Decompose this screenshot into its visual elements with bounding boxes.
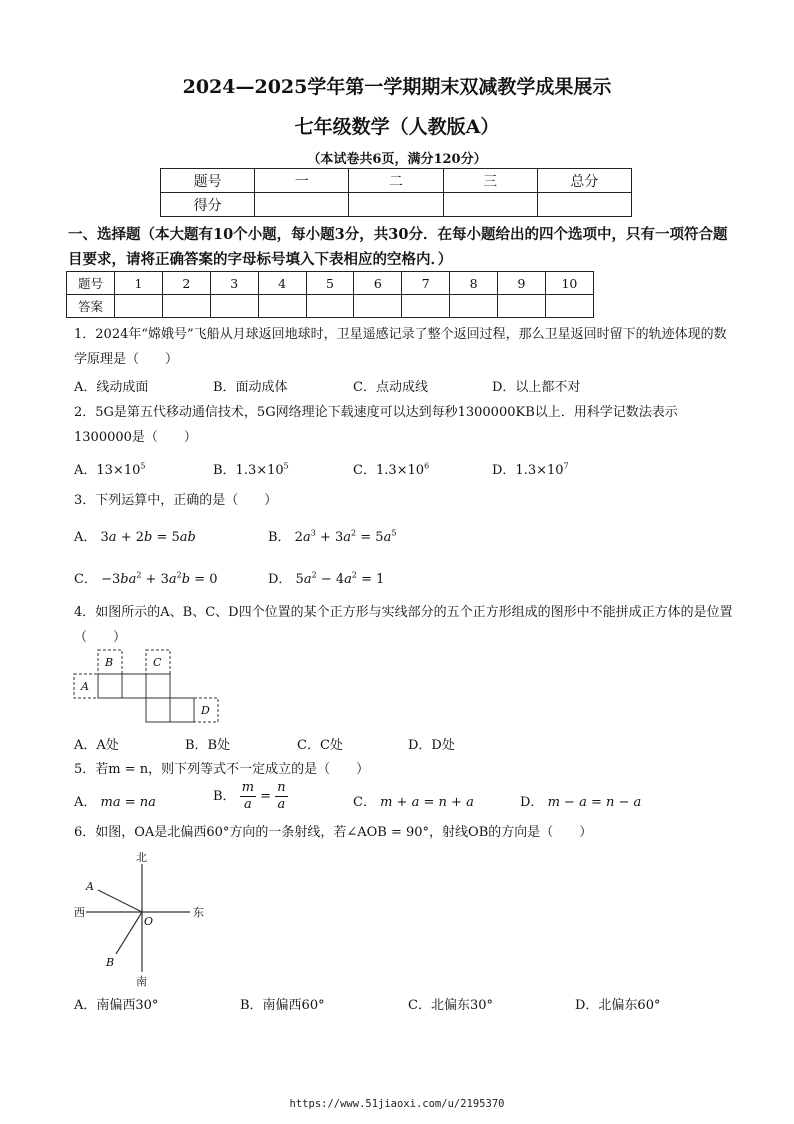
label-o: O bbox=[144, 915, 154, 928]
q6-option-c: C．北偏东30° bbox=[408, 998, 493, 1013]
score-header: 一 bbox=[255, 169, 349, 193]
q3-option-d: D． $5a^2 - 4a^2 = 1$ bbox=[268, 570, 385, 587]
answer-number: 2 bbox=[162, 272, 210, 295]
answer-cell[interactable] bbox=[162, 295, 210, 318]
q3-option-a: A． 3a + 2b = 5ab bbox=[74, 530, 196, 545]
score-header: 二 bbox=[349, 169, 443, 193]
answer-cell[interactable] bbox=[450, 295, 498, 318]
net-square bbox=[122, 674, 146, 698]
ray-ob bbox=[116, 912, 142, 954]
answer-cell[interactable] bbox=[210, 295, 258, 318]
answer-cell[interactable] bbox=[354, 295, 402, 318]
q2-option-b: B．$1.3\times 10^5$ bbox=[213, 461, 289, 478]
answer-table bbox=[66, 271, 594, 318]
score-header: 题号 bbox=[161, 169, 255, 193]
net-square bbox=[146, 698, 170, 722]
answer-cell[interactable] bbox=[115, 295, 163, 318]
answer-number: 6 bbox=[354, 272, 402, 295]
score-cell[interactable] bbox=[443, 193, 537, 217]
net-square bbox=[170, 698, 194, 722]
section-heading: 一、选择题（本大题有10个小题，每小题3分，共30分．在每小题给出的四个选项中，只有一项符合题目要求，请将正确答案的字母标号填入下表相应的空格内．） bbox=[68, 226, 728, 268]
q2-option-c: C．$1.3\times 10^6$ bbox=[353, 461, 430, 478]
score-header: 总分 bbox=[537, 169, 631, 193]
label-east: 东 bbox=[193, 906, 204, 919]
q4-option-a: A．A处 bbox=[74, 738, 119, 753]
score-cell[interactable] bbox=[255, 193, 349, 217]
answer-number: 7 bbox=[402, 272, 450, 295]
q6-option-d: D．北偏东60° bbox=[575, 998, 661, 1013]
answer-number: 10 bbox=[545, 272, 593, 295]
question-6-stem: 6．如图，OA是北偏西60°方向的一条射线，若∠AOB = 90°，射线OB的方向是（ ） bbox=[74, 825, 593, 840]
q1-option-d: D．以上都不对 bbox=[492, 380, 581, 395]
question-3-stem: 3．下列运算中，正确的是（ ） bbox=[74, 493, 278, 508]
net-square bbox=[98, 674, 122, 698]
net-label-b: B bbox=[105, 656, 114, 669]
net-square bbox=[146, 674, 170, 698]
q2-option-a: A．$13\times 10^5$ bbox=[74, 461, 146, 478]
net-label-c: C bbox=[153, 656, 162, 669]
q3-option-b: B． $2a^3 + 3a^2 = 5a^5$ bbox=[268, 528, 397, 545]
q1-option-b: B．面动成体 bbox=[213, 380, 288, 395]
label-west: 西 bbox=[74, 906, 85, 919]
q1-option-c: C．点动成线 bbox=[353, 380, 428, 395]
answer-table-label: 题号 bbox=[67, 272, 115, 295]
score-row-label: 得分 bbox=[161, 193, 255, 217]
q3-option-c: C． $-3ba^2 + 3a^2b = 0$ bbox=[74, 570, 218, 587]
score-header: 三 bbox=[443, 169, 537, 193]
compass-figure bbox=[72, 850, 212, 990]
q5-option-a: A． ma = na bbox=[74, 795, 156, 810]
answer-cell[interactable] bbox=[545, 295, 593, 318]
q5-option-d: D． m − a = n − a bbox=[520, 795, 642, 810]
answer-number: 5 bbox=[306, 272, 354, 295]
q4-option-c: C．C处 bbox=[297, 738, 343, 753]
q1-option-a: A．线动成面 bbox=[74, 380, 149, 395]
answer-number: 9 bbox=[498, 272, 546, 295]
question-4-stem: 4．如图所示的A、B、C、D四个位置的某个正方形与实线部分的五个正方形组成的图形中不能拼成正方体的是位置（ ） bbox=[74, 605, 733, 645]
question-5-stem: 5．若m = n，则下列等式不一定成立的是（ ） bbox=[74, 762, 370, 777]
q2-option-d: D．$1.3\times 10^7$ bbox=[492, 461, 569, 478]
question-1-stem: 1．2024年“嫦娥号”飞船从月球返回地球时，卫星遥感记录了整个返回过程，那么卫星返回时留下的轨迹体现的数学原理是（ ） bbox=[74, 327, 727, 367]
cube-net-figure bbox=[72, 646, 224, 726]
answer-number: 8 bbox=[450, 272, 498, 295]
label-south: 南 bbox=[136, 975, 147, 988]
q6-option-a: A．南偏西30° bbox=[74, 998, 159, 1013]
question-2-stem: 2．5G是第五代移动通信技术，5G网络理论下载速度可以达到每秒1300000KB以上．用科学记数法表示1300000是（ ） bbox=[74, 405, 678, 445]
label-north: 北 bbox=[136, 851, 147, 864]
ray-oa bbox=[98, 890, 142, 912]
score-cell[interactable] bbox=[537, 193, 631, 217]
answer-number: 1 bbox=[115, 272, 163, 295]
net-label-a: A bbox=[81, 680, 89, 693]
answer-cell[interactable] bbox=[402, 295, 450, 318]
answer-number: 4 bbox=[258, 272, 306, 295]
label-b: B bbox=[106, 956, 115, 969]
answer-cell[interactable] bbox=[258, 295, 306, 318]
q4-option-d: D．D处 bbox=[408, 738, 455, 753]
q6-option-b: B．南偏西60° bbox=[240, 998, 325, 1013]
score-table bbox=[160, 168, 632, 217]
exam-subtitle: 七年级数学（人教版A） bbox=[294, 116, 500, 138]
q5-option-b: B． $\frac{m}{a}$ = $\frac{n}{a}$ bbox=[213, 780, 286, 812]
net-label-d: D bbox=[201, 704, 210, 717]
answer-cell[interactable] bbox=[498, 295, 546, 318]
exam-note: （本试卷共6页，满分120分） bbox=[307, 152, 487, 167]
score-cell[interactable] bbox=[349, 193, 443, 217]
answer-row-label: 答案 bbox=[67, 295, 115, 318]
label-a: A bbox=[86, 880, 94, 893]
q5-option-c: C． m + a = n + a bbox=[353, 795, 474, 810]
exam-title: 2024—2025学年第一学期期末双减教学成果展示 bbox=[182, 76, 612, 98]
answer-cell[interactable] bbox=[306, 295, 354, 318]
answer-number: 3 bbox=[210, 272, 258, 295]
footer-url[interactable]: https://www.51jiaoxi.com/u/2195370 bbox=[289, 1098, 505, 1110]
q4-option-b: B．B处 bbox=[185, 738, 231, 753]
